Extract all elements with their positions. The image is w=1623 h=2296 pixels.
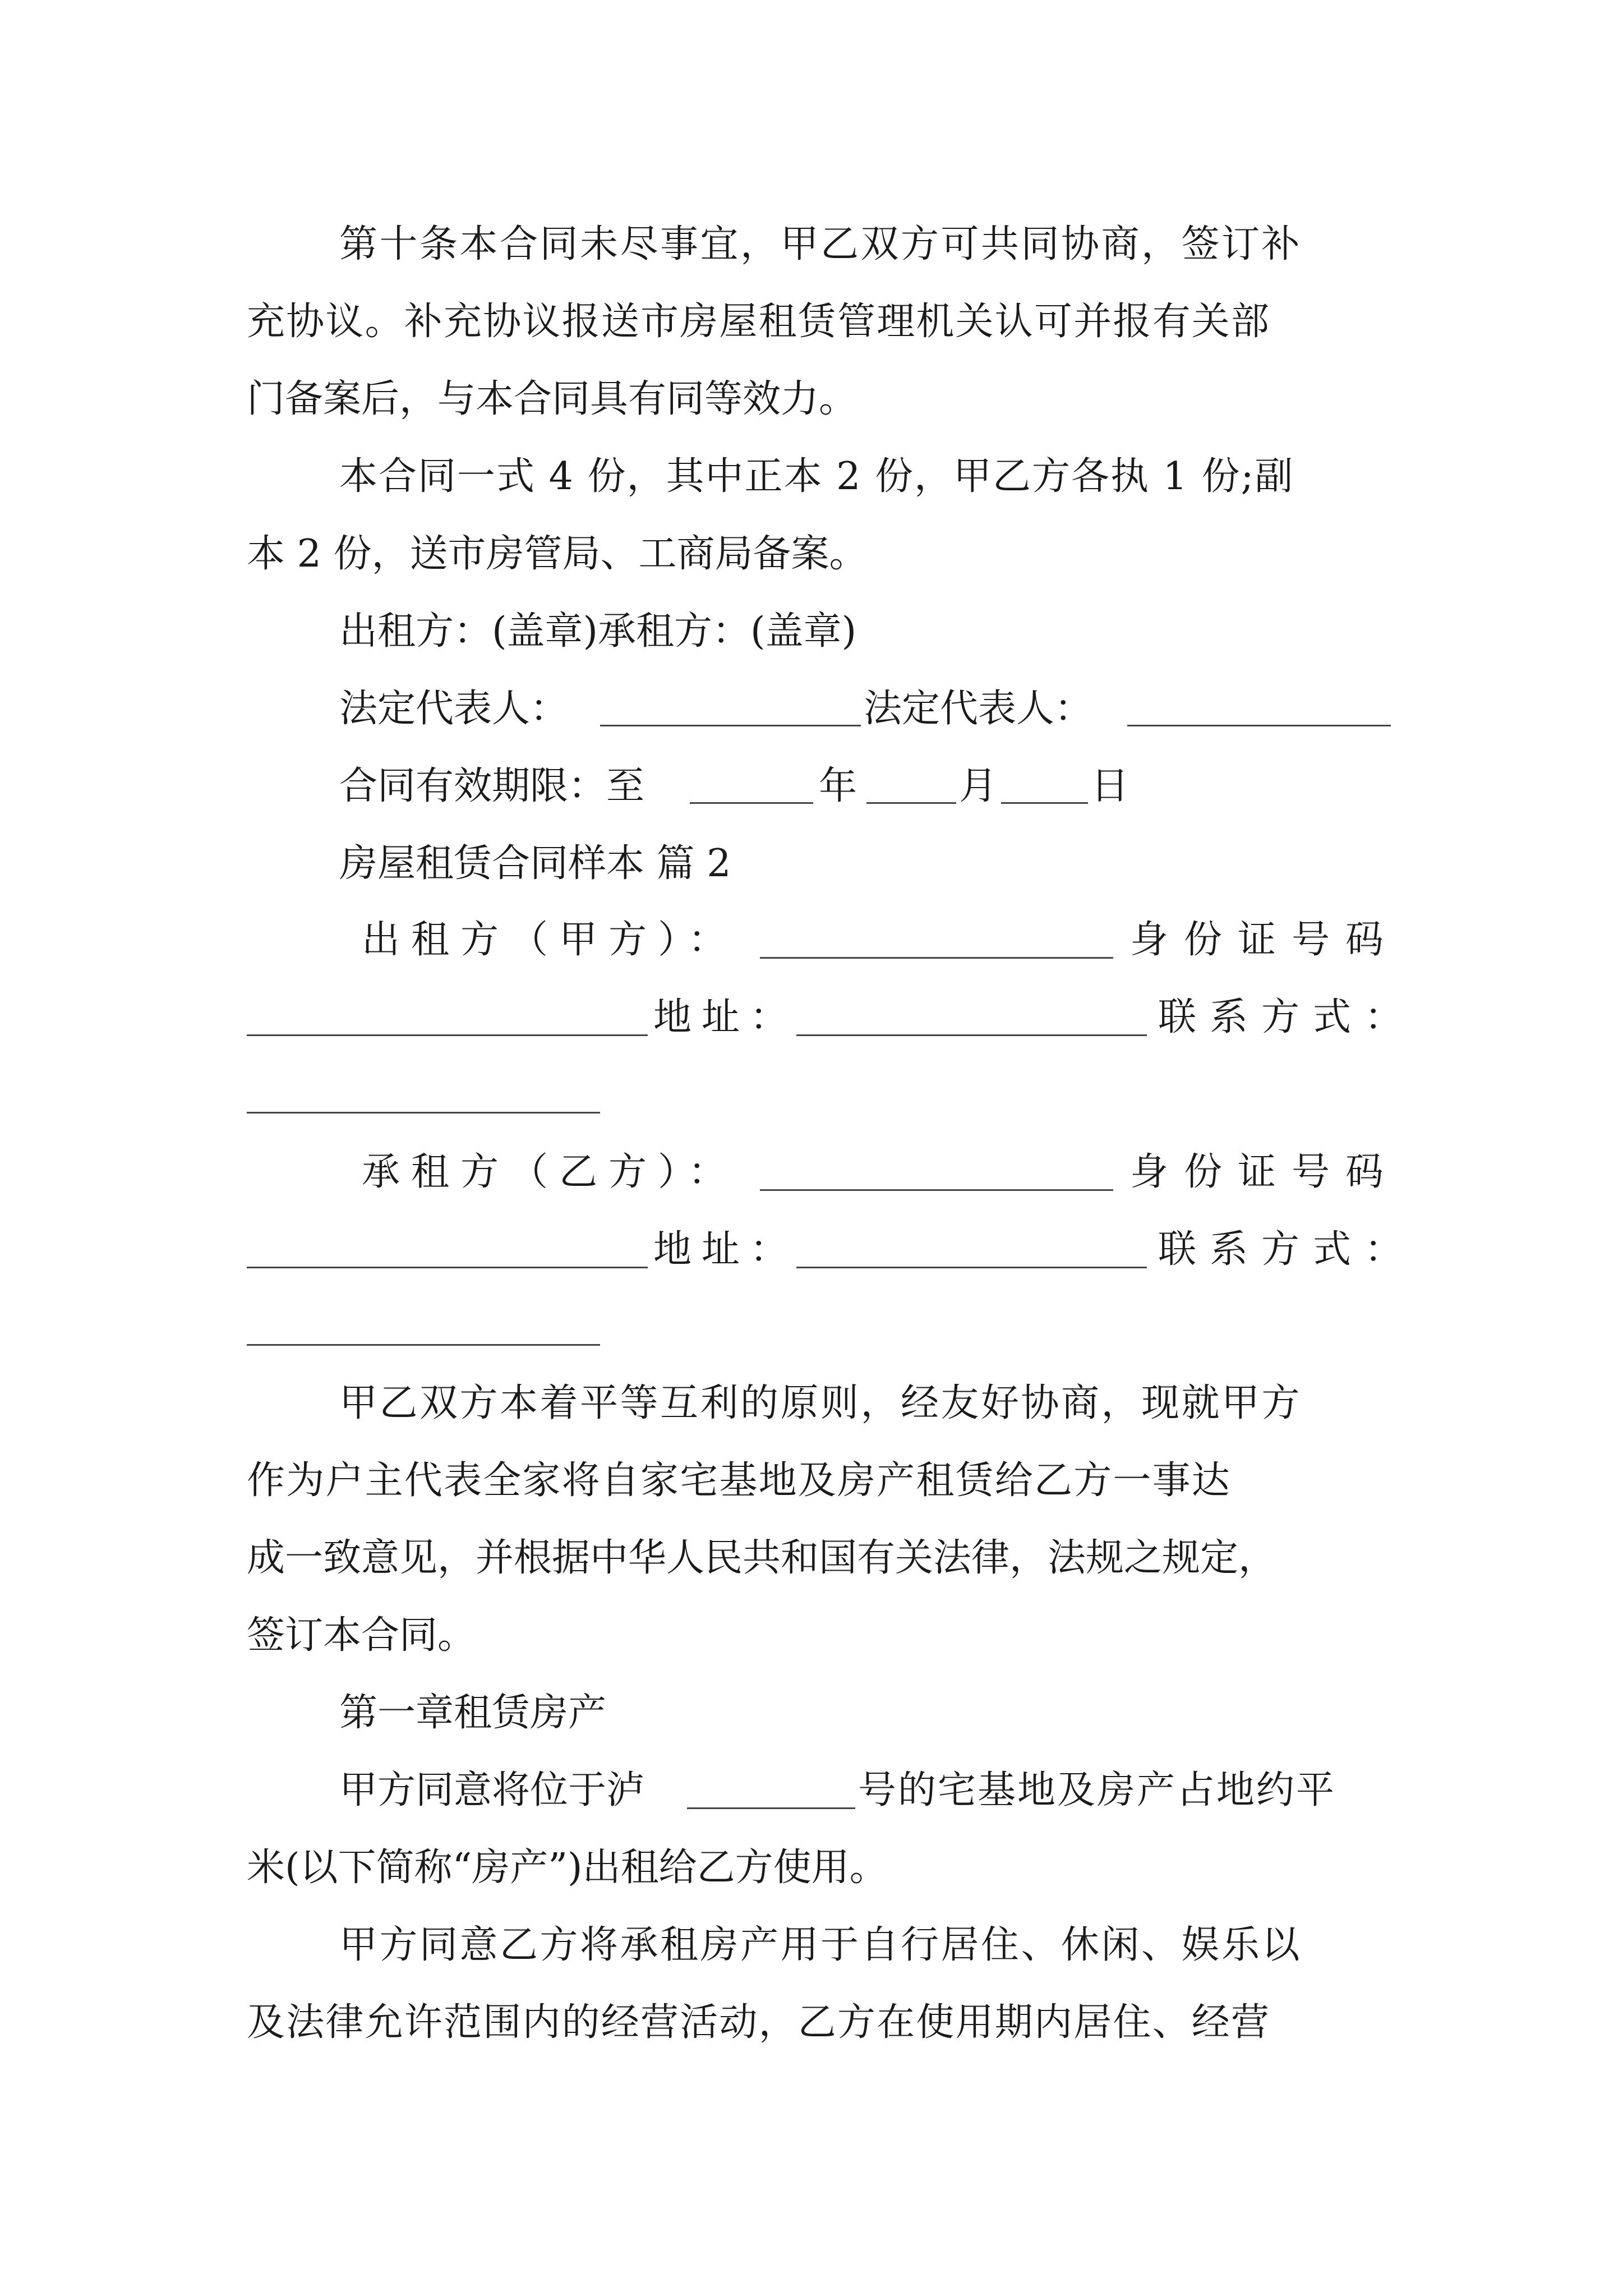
lessee-id-blank[interactable] [247,1267,648,1268]
ch1-p1-line2: 米(以下简称“房产”)出租给乙方使用。 [247,1846,888,1890]
legal-rep-blank-2[interactable] [1127,725,1391,726]
lessee-name-blank[interactable] [760,1189,1113,1191]
article10-line2: 充协议。补充协议报送市房屋租赁管理机关认可并报有关部 [247,300,1271,344]
contact-label-1: 联系方式： [1158,995,1417,1039]
address-label-1: 地址： [653,995,799,1039]
year-blank[interactable] [690,802,813,804]
ch1-p2-line1: 甲方同意乙方将承租房产用于自行居住、休闲、娱乐以 [339,1923,1302,1967]
id-label-2: 身份证号码 [1130,1150,1400,1194]
intro-line4: 签订本合同。 [247,1613,476,1658]
intro-line3: 成一致意见，并根据中华人民共和国有关法律，法规之规定， [247,1536,1277,1580]
article10-line3: 门备案后，与本合同具有同等效力。 [247,377,857,421]
ch1-p1-part-b: 号的宅基地及房产占地约平 [858,1768,1336,1812]
legal-rep-blank-1[interactable] [600,725,861,726]
address-label-2: 地址： [653,1227,799,1272]
validity-label: 合同有效期限：至 [339,764,645,808]
article10-line1: 第十条本合同未尽事宜，甲乙双方可共同协商，签订补 [339,222,1302,266]
location-blank[interactable] [687,1807,855,1809]
id-label-1: 身份证号码 [1130,918,1400,962]
lessor-address-blank[interactable] [796,1034,1147,1036]
lessor-contact-blank[interactable] [247,1112,600,1114]
intro-line2: 作为户主代表全家将自家宅基地及房产租赁给乙方一事达 [247,1458,1232,1503]
day-label: 日 [1091,764,1129,808]
year-label: 年 [819,764,857,808]
ch1-p1-part-a: 甲方同意将位于泸 [339,1768,645,1812]
seal-line: 出租方：(盖章)承租方：(盖章) [339,609,857,654]
contact-label-2: 联系方式： [1158,1227,1417,1272]
month-blank[interactable] [866,802,956,804]
lessor-id-blank[interactable] [247,1034,648,1036]
month-label: 月 [959,764,998,808]
copies-line2: 本 2 份，送市房管局、工商局备案。 [247,532,868,576]
lessee-label: 承租方（乙方）： [362,1150,738,1194]
lessor-label: 出租方（甲方）： [362,918,738,962]
lessee-contact-blank[interactable] [247,1344,600,1346]
chapter1-title: 第一章租赁房产 [339,1691,607,1735]
legal-rep-label-2: 法定代表人： [864,687,1093,731]
lessee-address-blank[interactable] [796,1267,1147,1268]
lessor-name-blank[interactable] [760,957,1113,959]
intro-line1: 甲乙双方本着平等互利的原则，经友好协商，现就甲方 [339,1381,1302,1425]
ch1-p2-line2: 及法律允许范围内的经营活动，乙方在使用期内居住、经营 [247,2000,1271,2045]
day-blank[interactable] [1001,802,1088,804]
copies-line1: 本合同一式 4 份，其中正本 2 份，甲乙方各执 1 份;副 [339,454,1294,499]
legal-rep-label: 法定代表人： [339,687,569,731]
section-title: 房屋租赁合同样本 篇 2 [339,841,731,886]
